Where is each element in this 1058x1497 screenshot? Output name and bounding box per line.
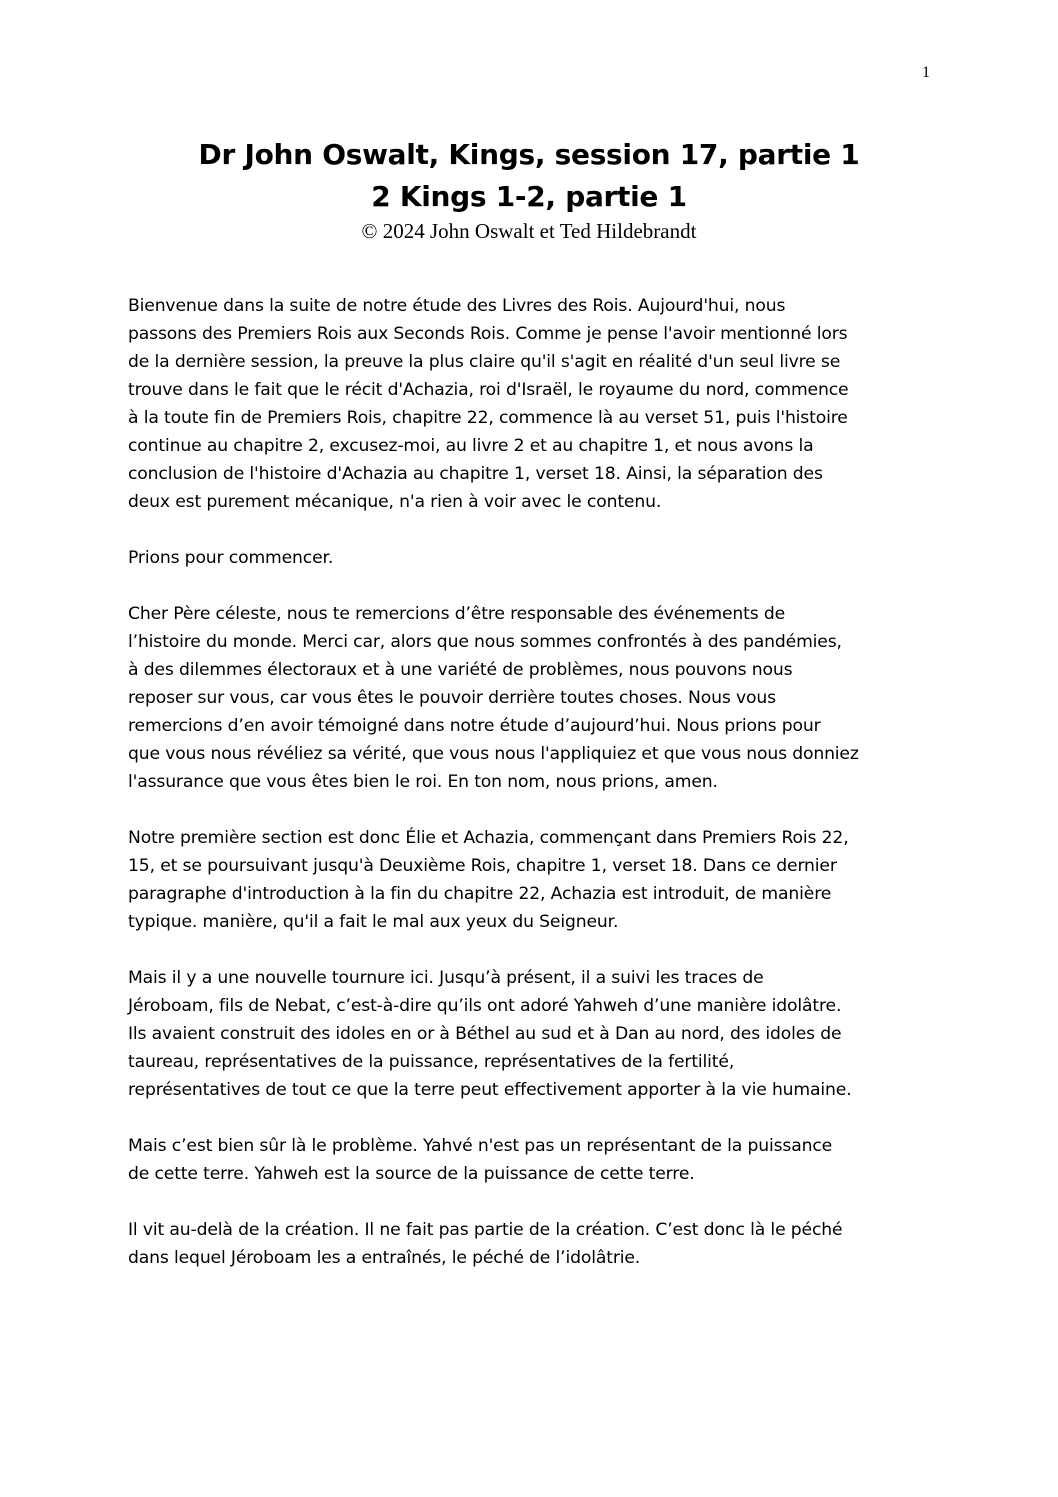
text-line: continue au chapitre 2, excusez-moi, au livre 2 et au chapitre 1, et nous avons la bbox=[128, 436, 814, 456]
text-line: Jéroboam, fils de Nebat, c’est-à-dire qu’ils ont adoré Yahweh d’une manière idolâtre. bbox=[128, 996, 842, 1016]
text-line: passons des Premiers Rois aux Seconds Rois. Comme je pense l'avoir mentionné lors bbox=[128, 324, 848, 344]
paragraph-first-section bbox=[128, 824, 934, 936]
text-line: représentatives de tout ce que la terre peut effectivement apporter à la vie humaine. bbox=[128, 1080, 852, 1100]
text-line: Ils avaient construit des idoles en or à Béthel au sud et à Dan au nord, des idoles de bbox=[128, 1024, 842, 1044]
copyright-notice: © 2024 John Oswalt et Ted Hildebrandt bbox=[361, 219, 697, 243]
text-line: taureau, représentatives de la puissance, représentatives de la fertilité, bbox=[128, 1052, 735, 1072]
text-line: à la toute fin de Premiers Rois, chapitre 22, commence là au verset 51, puis l'histoire bbox=[128, 408, 848, 428]
text-line: que vous nous révéliez sa vérité, que vous nous l'appliquiez et que vous nous donniez bbox=[128, 744, 859, 764]
text-line: à des dilemmes électoraux et à une variété de problèmes, nous pouvons nous bbox=[128, 660, 793, 680]
document-title: Dr John Oswalt, Kings, session 17, partie 1 bbox=[198, 138, 860, 171]
text-line: reposer sur vous, car vous êtes le pouvoir derrière toutes choses. Nous vous bbox=[128, 688, 776, 708]
paragraph-idolatry bbox=[128, 1216, 934, 1272]
text-line: dans lequel Jéroboam les a entraînés, le péché de l’idolâtrie. bbox=[128, 1248, 641, 1268]
text-line: trouve dans le fait que le récit d'Achazia, roi d'Israël, le royaume du nord, commence bbox=[128, 380, 849, 400]
text-line: deux est purement mécanique, n'a rien à voir avec le contenu. bbox=[128, 492, 662, 512]
text-line: typique. manière, qu'il a fait le mal aux yeux du Seigneur. bbox=[128, 912, 619, 932]
text-line: de cette terre. Yahweh est la source de la puissance de cette terre. bbox=[128, 1164, 695, 1184]
text-line: Mais il y a une nouvelle tournure ici. Jusqu’à présent, il a suivi les traces de bbox=[128, 968, 764, 988]
document-subtitle: 2 Kings 1-2, partie 1 bbox=[371, 180, 687, 213]
paragraph-intro bbox=[128, 292, 934, 516]
text-line: l'assurance que vous êtes bien le roi. En ton nom, nous prions, amen. bbox=[128, 772, 718, 792]
text-line: remercions d’en avoir témoigné dans notre étude d’aujourd’hui. Nous prions pour bbox=[128, 716, 821, 736]
text-line: Notre première section est donc Élie et Achazia, commençant dans Premiers Rois 22, bbox=[128, 828, 849, 848]
document-body bbox=[128, 292, 934, 1300]
paragraph-new-twist bbox=[128, 964, 934, 1104]
text-line: Il vit au-delà de la création. Il ne fait pas partie de la création. C’est donc là le péché bbox=[128, 1220, 843, 1240]
text-line: conclusion de l'histoire d'Achazia au chapitre 1, verset 18. Ainsi, la séparation des bbox=[128, 464, 823, 484]
text-line: 15, et se poursuivant jusqu'à Deuxième Rois, chapitre 1, verset 18. Dans ce dernier bbox=[128, 856, 837, 876]
text-line: l’histoire du monde. Merci car, alors que nous sommes confrontés à des pandémies, bbox=[128, 632, 842, 652]
paragraph-problem bbox=[128, 1132, 934, 1188]
title-block bbox=[0, 134, 1058, 244]
paragraph-prayer bbox=[128, 600, 934, 796]
text-line: Prions pour commencer. bbox=[128, 548, 334, 568]
text-line: paragraphe d'introduction à la fin du chapitre 22, Achazia est introduit, de manière bbox=[128, 884, 832, 904]
paragraph-prayer-intro bbox=[128, 544, 934, 572]
text-line: Cher Père céleste, nous te remercions d’être responsable des événements de bbox=[128, 604, 786, 624]
text-line: Bienvenue dans la suite de notre étude des Livres des Rois. Aujourd'hui, nous bbox=[128, 296, 786, 316]
text-line: de la dernière session, la preuve la plus claire qu'il s'agit en réalité d'un seul livre se bbox=[128, 352, 841, 372]
page-number: 1 bbox=[922, 64, 930, 81]
text-line: Mais c’est bien sûr là le problème. Yahvé n'est pas un représentant de la puissance bbox=[128, 1136, 833, 1156]
